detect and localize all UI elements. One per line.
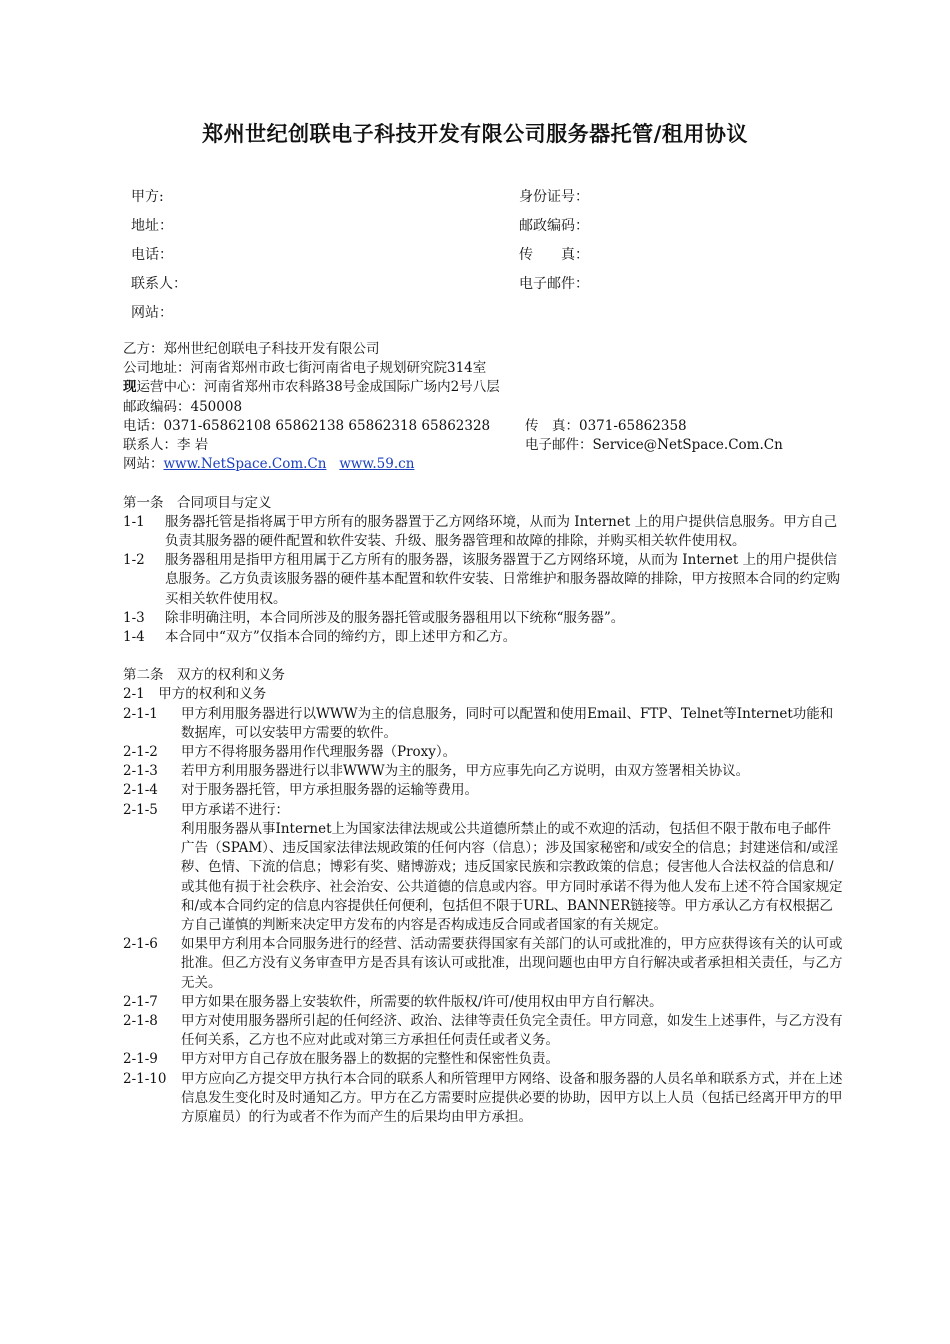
list-item — [123, 1070, 843, 1128]
party-a-label-right: 身份证号： — [519, 189, 589, 205]
item-number: 2-1-6 — [123, 936, 158, 953]
party-a-label-right: 传 真： — [519, 247, 589, 263]
item-text: 对于服务器托管，甲方承担服务器的运输等费用。 — [181, 782, 478, 799]
party-a-block — [131, 186, 831, 331]
item-text: 若甲方利用服务器进行以非WWW为主的服务，甲方应事先向乙方说明，由双方签署相关协议。 — [181, 763, 750, 780]
list-item — [123, 1050, 843, 1069]
party-b-ops: 运营中心：河南省郑州市农科路38号金成国际广场内2号八层 — [136, 379, 500, 396]
party-b-ops-line — [123, 378, 843, 397]
item-text: 除非明确注明，本合同所涉及的服务器托管或服务器租用以下统称“服务器”。 — [165, 609, 625, 626]
item-text: 甲方应向乙方提交甲方执行本合同的联系人和所管理甲方网络、设备和服务器的人员名单和联系方式，并在上述信息发生变化时及时通知乙方。甲方在乙方需要时应提供必要的协助，因甲方以上人员（包括已经离开甲方的甲方原雇员）的行为或者不作为而产生的后果均由甲方承担。 — [181, 1070, 843, 1125]
list-item — [123, 993, 843, 1012]
item-number: 1-2 — [123, 552, 145, 569]
party-a-row — [131, 302, 831, 331]
list-item — [123, 513, 843, 551]
party-a-label: 甲方: — [131, 189, 164, 205]
item-number: 1-1 — [123, 513, 145, 530]
party-b-name: 乙方：郑州世纪创联电子科技开发有限公司 — [123, 341, 380, 357]
item-text: 如果甲方利用本合同服务进行的经营、活动需要获得国家有关部门的认可或批准的，甲方应获得该有关的认可或批准。但乙方没有义务审查甲方是否具有该认可或批准，出现问题也由甲方自行解决或者承担相关责任，与乙方无关。 — [181, 936, 843, 991]
party-a-row — [131, 244, 831, 273]
party-a-label: 联系人： — [131, 276, 187, 292]
party-b-address: 公司地址：河南省郑州市政七街河南省电子规划研究院314室 — [123, 360, 487, 377]
document-title: 郑州世纪创联电子科技开发有限公司服务器托管/租用协议 — [202, 122, 748, 146]
item-text: 甲方对甲方自己存放在服务器上的数据的完整性和保密性负责。 — [181, 1051, 559, 1068]
party-a-label: 电话： — [131, 247, 173, 263]
item-2-1-5-detail — [123, 820, 843, 935]
item-text: 本合同中“双方”仅指本合同的缔约方，即上述甲方和乙方。 — [165, 628, 517, 645]
list-item — [123, 801, 843, 820]
item-number: 2-1-2 — [123, 744, 158, 761]
item-text: 甲方不得将服务器用作代理服务器（Proxy）。 — [181, 744, 457, 761]
item-number: 2-1-9 — [123, 1051, 158, 1068]
party-b-fax: 传 真：0371-65862358 — [525, 417, 687, 434]
item-number: 1-3 — [123, 609, 145, 626]
list-item — [123, 743, 843, 762]
list-item — [123, 781, 843, 800]
item-text: 甲方利用服务器进行以WWW为主的信息服务，同时可以配置和使用Email、FTP、Telnet等Internet功能和数据库，可以安装甲方需要的软件。 — [181, 705, 834, 741]
contract-body — [123, 340, 843, 1127]
item-number: 2-1-5 — [123, 801, 158, 818]
party-b-phone-line — [123, 417, 843, 436]
party-b-postcode: 邮政编码：450008 — [123, 398, 243, 415]
item-number: 2-1-4 — [123, 782, 158, 799]
item-text: 甲方如果在服务器上安装软件，所需要的软件版权/许可/使用权由甲方自行解决。 — [181, 993, 663, 1010]
item-text: 服务器托管是指将属于甲方所有的服务器置于乙方网络环境，从而为 Internet 上的用户提供信息服务。甲方自己负责其服务器的硬件配置和软件安装、升级、服务器管理和故障的排除，并购买相关软件使用权。 — [165, 513, 838, 549]
list-item — [123, 1012, 843, 1050]
article1-heading: 第一条 合同项目与定义 — [123, 494, 272, 511]
item-number: 2-1-7 — [123, 993, 158, 1010]
item-number: 2-1-3 — [123, 763, 158, 780]
party-a-label: 地址： — [131, 218, 173, 234]
party-a-row — [131, 215, 831, 244]
item-text: 服务器租用是指甲方租用属于乙方所有的服务器，该服务器置于乙方网络环境，从而为 Internet 上的用户提供信息服务。乙方负责该服务器的硬件基本配置和软件安装、日常维护和服务器故障的排除，甲方按照本合同的约定购买相关软件使用权。 — [165, 552, 840, 607]
item-number: 1-4 — [123, 628, 145, 645]
party-b-email: 电子邮件：Service@NetSpace.Com.Cn — [525, 436, 783, 453]
item-number: 2-1-1 — [123, 705, 158, 722]
list-item — [123, 762, 843, 781]
item-text: 甲方对使用服务器所引起的任何经济、政治、法律等责任负完全责任。甲方同意，如发生上述事件，与乙方没有任何关系，乙方也不应对此或对第三方承担任何责任或者义务。 — [181, 1012, 843, 1049]
list-item — [123, 551, 843, 609]
website-link-netspace[interactable]: www.NetSpace.Com.Cn — [163, 456, 327, 473]
party-b-website-line — [123, 455, 843, 474]
party-a-row — [131, 186, 831, 215]
party-b-contact: 联系人：李 岩 — [123, 436, 209, 453]
list-item — [123, 705, 843, 743]
party-b-phone: 电话：0371-65862108 65862138 65862318 65862328 — [123, 417, 491, 434]
party-a-label-right: 邮政编码： — [519, 218, 589, 234]
item-number: 2-1-10 — [123, 1070, 167, 1087]
article2-subheading: 2-1 甲方的权利和义务 — [123, 686, 267, 703]
item-number: 2-1-8 — [123, 1012, 158, 1029]
party-a-label: 网站： — [131, 305, 173, 321]
item-text: 利用服务器从事Internet上为国家法律法规或公共道德所禁止的或不欢迎的活动，包括但不限于散布电子邮件广告（SPAM）、违反国家法律法规政策的任何内容（信息）；涉及国家秘密和/或安全的信息；封建迷信和/或淫秽、色情、下流的信息；博彩有奖、赌博游戏；违反国家民族和宗教政策的信息；侵害他人合法权益的信息和/或其他有损于社会秩序、社会治安、公共道德的信息或内容。甲方同时承诺不得为他人发布上述不符合国家规定和/或本合同约定的信息内容提供任何便利，包括但不限于URL、BANNER链接等。甲方承认乙方有权根据乙方自己谨慎的判断来决定甲方发布的内容是否构成违反合同或者国家的有关规定。 — [181, 820, 843, 933]
party-b-website-label: 网站： — [123, 456, 164, 473]
list-item — [123, 935, 843, 993]
article2-heading: 第二条 双方的权利和义务 — [123, 667, 285, 684]
list-item — [123, 628, 843, 647]
party-a-row — [131, 273, 831, 302]
list-item — [123, 609, 843, 628]
party-a-label-right: 电子邮件： — [519, 276, 589, 292]
website-link-59[interactable]: www.59.cn — [339, 456, 415, 473]
party-b-ops-prefix: 现 — [123, 379, 137, 396]
item-text: 甲方承诺不进行： — [181, 801, 289, 818]
party-b-contact-line — [123, 436, 843, 455]
